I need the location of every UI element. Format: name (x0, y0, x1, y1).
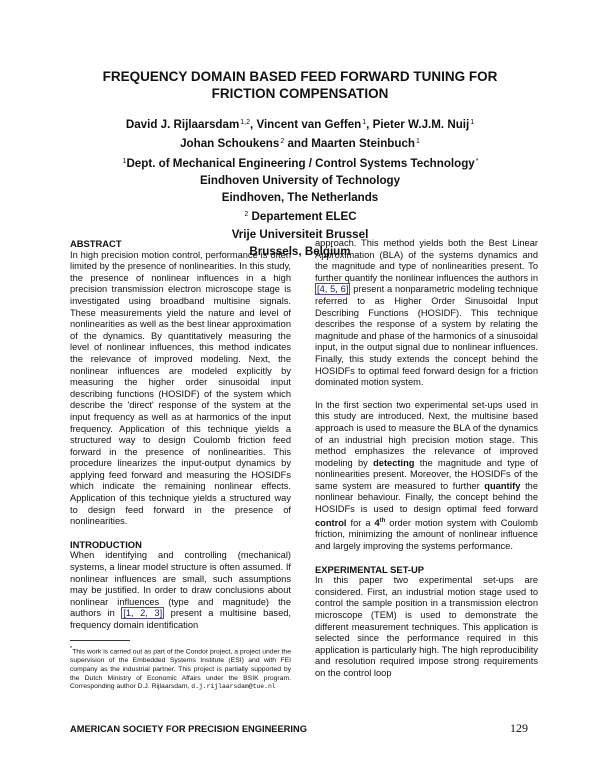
affiliation-marker: 1,2 (240, 119, 250, 126)
affiliation-marker: 2 (280, 138, 285, 146)
author-name: David J. Rijlaarsdam (125, 118, 240, 131)
experimental-setup-heading: EXPERIMENTAL SET-UP (315, 563, 425, 575)
affiliation-2: $^2$ Departement ELEC (244, 210, 357, 224)
affiliation-marker: 1 (416, 138, 420, 146)
affiliation-2-location: Brussels, Belgium (249, 245, 351, 259)
footer-society: AMERICAN SOCIETY FOR PRECISION ENGINEERING (70, 724, 307, 734)
title-line-1: FREQUENCY DOMAIN BASED FEED FORWARD TUNING FOR (102, 69, 498, 84)
author-email[interactable]: d.j.rijlaarsdam@tue.nl (191, 683, 276, 691)
experimental-setup-text: In this paper two experimental set-ups are considered. First, an industrial motion stage used to control the sample position in a transmission electron microscope (TEM) is used to demonstrate the different measurement techniques. This application is selected since the performance required in this application is particularly high. The high reproducibility and resolution required impose strong requirements on the control loop (315, 575, 538, 678)
author-name: , Pieter W.J.M. Nuij (366, 118, 470, 131)
author-line-2 (60, 133, 540, 152)
author-name: , Vincent van Geffen (250, 118, 362, 131)
paper-title (60, 68, 540, 102)
author-name: and Maarten Steinbuch (284, 137, 415, 151)
affiliation-1: $^1$Dept. of Mechanical Engineering / Control Systems Technology* (122, 156, 479, 170)
author-name: Johan Schoukens (180, 137, 280, 151)
outline-paragraph: In the first section two experimental set-ups used in this study are introduced. Next, the multisine based approach is used to measure the BLA of the dynamics of an industrial high precision motion stage. This method emphasizes the relevance of improved modeling by detecting the magnitude and type of nonlinearities present. Moreover, the HOSIDFs of the same system are measured to further quantify the nonlinear behaviour. Finally, the concept behind the HOSIDFs is used to design optimal feed forward control for a 4th order motion system with Coulomb friction, minimizing the amount of nonlinear influence and largely improving the systems performance. (315, 399, 539, 551)
footnote-divider (70, 640, 130, 641)
abstract-heading: ABSTRACT (70, 238, 122, 249)
page-number: 129 (510, 721, 528, 735)
footnote: *This work is carried out as part of the Condor project, a project under the supervision of the Embedded Systems Institute (ESI) and with FEI company as the industrial partner. This project is partially supported by the Dutch Ministry of Economic Affairs under the BSIK program. Corresponding author D.J. Rijlaarsdam, d.j.rijlaarsdam@tue.nl (70, 646, 291, 691)
affiliation-1-location: Eindhoven, The Netherlands (221, 191, 379, 205)
affiliation-marker: 2 (244, 211, 249, 219)
affiliation-marker: 1 (122, 157, 127, 165)
right-column (315, 238, 538, 679)
citation-link[interactable]: [1, 2, 3] (123, 608, 163, 619)
affiliation-marker: 1 (470, 119, 475, 126)
affiliation-marker: 1 (362, 119, 367, 126)
footnote-marker: * (475, 157, 479, 165)
author-line-1 (60, 114, 540, 133)
title-line-2: FRICTION COMPENSATION (211, 86, 389, 101)
intro-continued-text: approach. This method yields both the Best Linear Approximation (BLA) of the systems dynamics and the magnitude and type of nonlinearities present. To further quantify the nonlinear influences the authors in [4, 5, 6] present a nonparametric modeling technique referred to as Higher Order Sinusoidal Input Describing Functions (HOSIDF). This technique describes the response of a system by relating the magnitude and phase of the harmonics of a sinusoidal input, in the output signal due to nonlinear influences. Finally, this study extends the concept behind the HOSIDFs to optimal feed forward design for a friction dominated motion system. (315, 238, 538, 388)
left-column (70, 238, 291, 632)
affiliation-2-university: Vrije Universiteit Brussel (231, 227, 369, 241)
introduction-heading: INTRODUCTION (70, 538, 142, 550)
abstract-text: In high precision motion control, performance is often limited by the presence of nonlinearities. In this study, the presence of nonlinear influences in a high precision transmission electron microscope stage is investigated using broadband multisine signals. These measurements yield the nature and level of nonlinearities as well as the best linear approximation of the dynamics. By quantitatively measuring the level of nonlinear influences, this method indicates the relevance of improved modeling. Next, the nonlinear influences are modeled explicitly by measuring the higher order sinusoidal input describing functions (HOSIDF) of the system which describe the 'direct' response of the system at the input frequency as well as at harmonics of the input frequency. Application of this technique yields a structured way to design Coulomb friction feed forward in the presence of nonlinearities. This procedure linearizes the input-output dynamics by applying feed forward and measuring the HOSIDFs which indicate the remaining nonlinear effects. Application of this technique yields a structured way to design feed forward in the presence of nonlinearities. (70, 249, 291, 527)
introduction-text: When identifying and controlling (mechanical) systems, a linear model structure is often assumed. If nonlinear influences are small, such assumptions may be justified. In order to draw conclusions about nonlinear influences (type and magnitude) the authors in [1, 2, 3] present a multisine based, frequency domain identification (70, 550, 291, 630)
affiliation-1-university: Eindhoven University of Technology (199, 173, 401, 187)
citation-link[interactable]: [4, 5, 6] (317, 284, 349, 295)
